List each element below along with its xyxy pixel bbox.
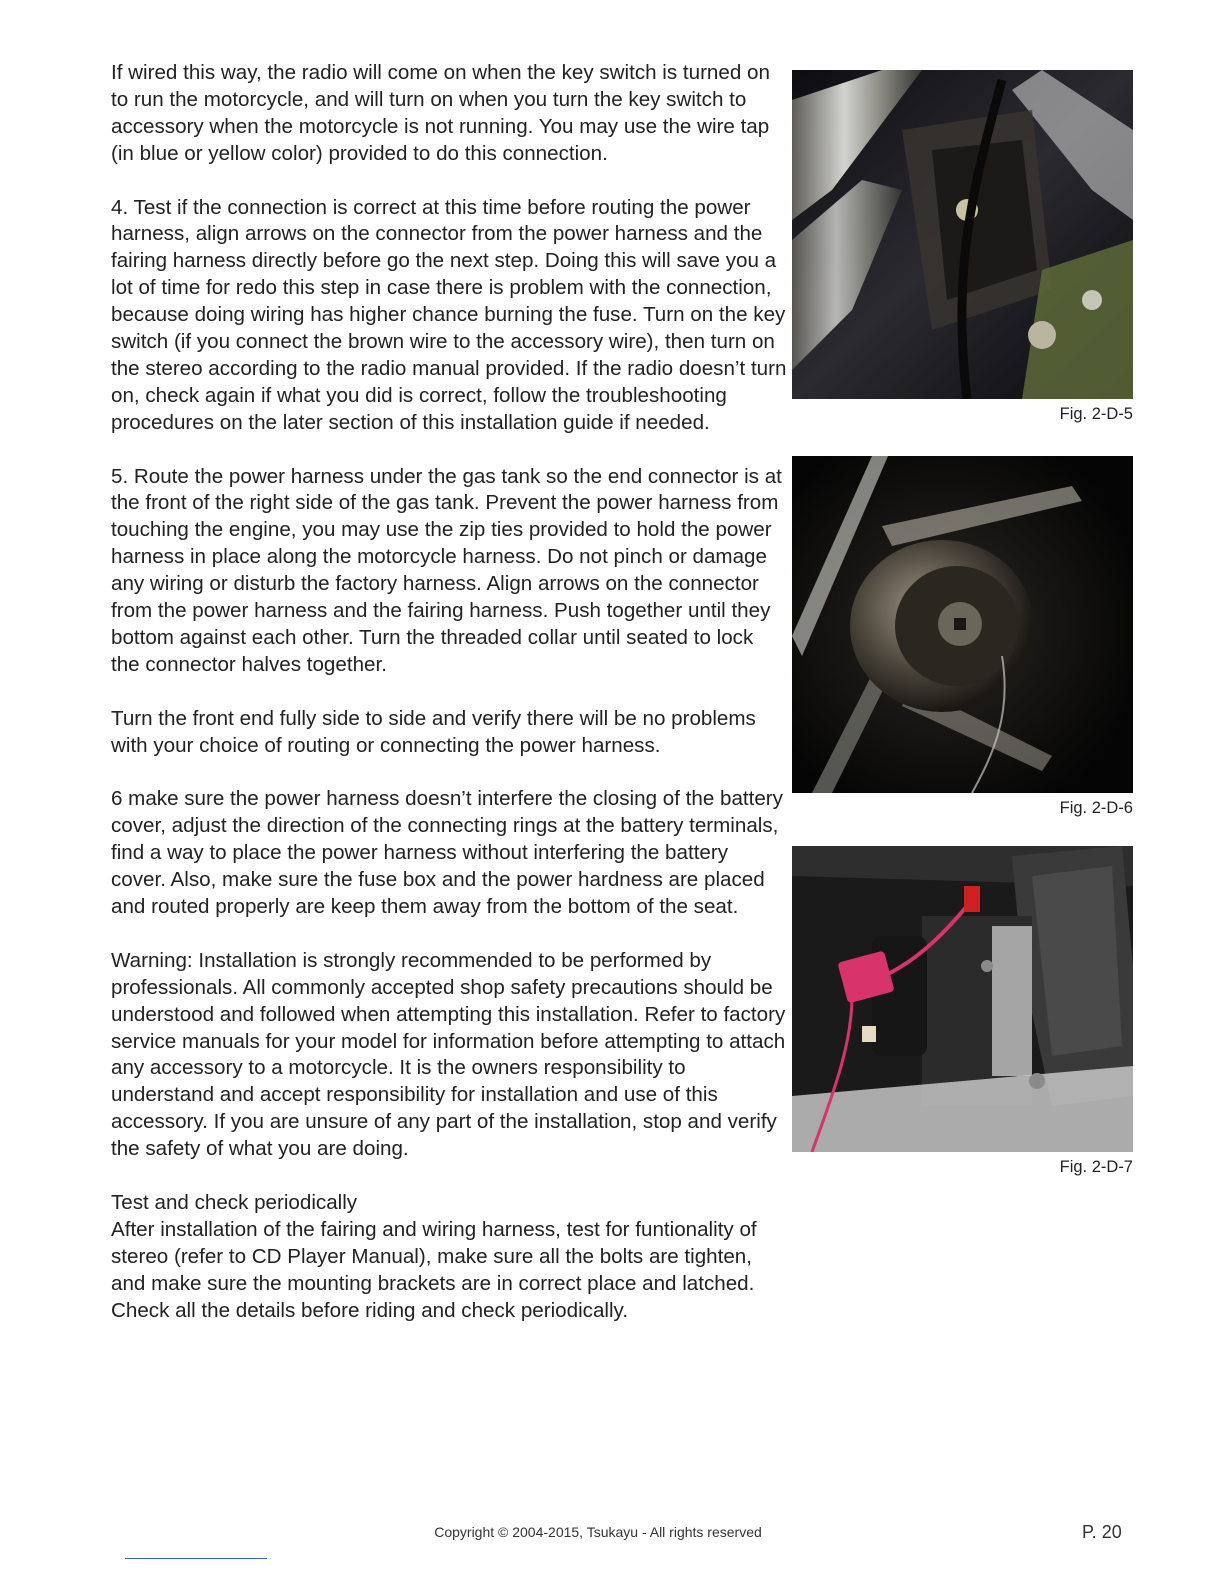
figure-2-d-5 <box>792 70 1133 424</box>
motorcycle-frame-photo <box>792 70 1133 399</box>
battery-fuse-photo <box>792 846 1133 1152</box>
paragraph-warning: Warning: Installation is strongly recommended to be performed by professionals. All commonly accepted shop safety precautions should be understood and followed when attempting this installation. Refer to factory service manuals for your model for information before attempting to attach any accessory to a motorcycle. It is the owners responsibility to understand and accept responsibility for installation and use of this accessory. If you are unsure of any part of the installation, stop and verify the safety of what you are doing. <box>111 948 786 1161</box>
paragraph-turn-front-end: Turn the front end fully side to side and verify there will be no problems with your choice of routing or connecting the power harness. <box>111 706 756 757</box>
figure-2-d-5-photo <box>792 70 1133 399</box>
figure-2-d-6 <box>792 456 1133 818</box>
page-number: P. 20 <box>1082 1522 1122 1542</box>
figure-2-d-6-photo <box>792 456 1133 793</box>
figure-2-d-5-caption: Fig. 2-D-5 <box>1059 405 1133 423</box>
copyright-footer: Copyright © 2004-2015, Tsukayu - All rights reserved <box>434 1524 762 1540</box>
paragraph-step-4: 4. Test if the connection is correct at this time before routing the power harness, align arrows on the connector from the power harness and the fairing harness directly before go the next step. Doing this will save you a lot of time for redo this step in case there is problem with the connection, because doing wiring has higher chance burning the fuse. Turn on the key switch (if you connect the brown wire to the accessory wire), then turn on the stereo according to the radio manual provided. If the radio doesn’t turn on, check again if what you did is correct, follow the troubleshooting procedures on the later section of this installation guide if needed. <box>111 195 787 434</box>
figure-2-d-7-caption: Fig. 2-D-7 <box>1059 1158 1133 1176</box>
paragraph-wiring: If wired this way, the radio will come on when the key switch is turned on to run the motorcycle, and will turn on when you turn the key switch to accessory when the motorcycle is not running. You may use the wire tap (in blue or yellow color) provided to do this connection. <box>111 61 770 165</box>
figure-2-d-6-caption: Fig. 2-D-6 <box>1059 799 1133 817</box>
test-body: After installation of the fairing and wiring harness, test for funtionality of stereo (refer to CD Player Manual), make sure all the bolts are tighten, and make sure the mounting brackets are in correct place and latched. Check all the details before riding and check periodically. <box>111 1217 757 1322</box>
body-text <box>111 60 787 1325</box>
figure-2-d-7 <box>792 846 1133 1177</box>
connector-collar-photo <box>792 456 1133 793</box>
figure-2-d-7-photo <box>792 846 1133 1152</box>
paragraph-step-6: 6 make sure the power harness doesn’t interfere the closing of the battery cover, adjust the direction of the connecting rings at the battery terminals, find a way to place the power harness without interfering the battery cover. Also, make sure the fuse box and the power hardness are placed and routed properly are keep them away from the bottom of the seat. <box>111 787 783 919</box>
footnote-rule <box>125 1558 267 1559</box>
test-heading: Test and check periodically <box>111 1190 358 1214</box>
paragraph-step-5: 5. Route the power harness under the gas tank so the end connector is at the front of the right side of the gas tank. Prevent the power harness from touching the engine, you may use the zip ties provided to hold the power harness in place along the motorcycle harness. Do not pinch or damage any wiring or disturb the factory harness. Align arrows on the connector from the power harness and the fairing harness. Push together until they bottom against each other. Turn the threaded collar until seated to lock the connector halves together. <box>111 464 782 676</box>
